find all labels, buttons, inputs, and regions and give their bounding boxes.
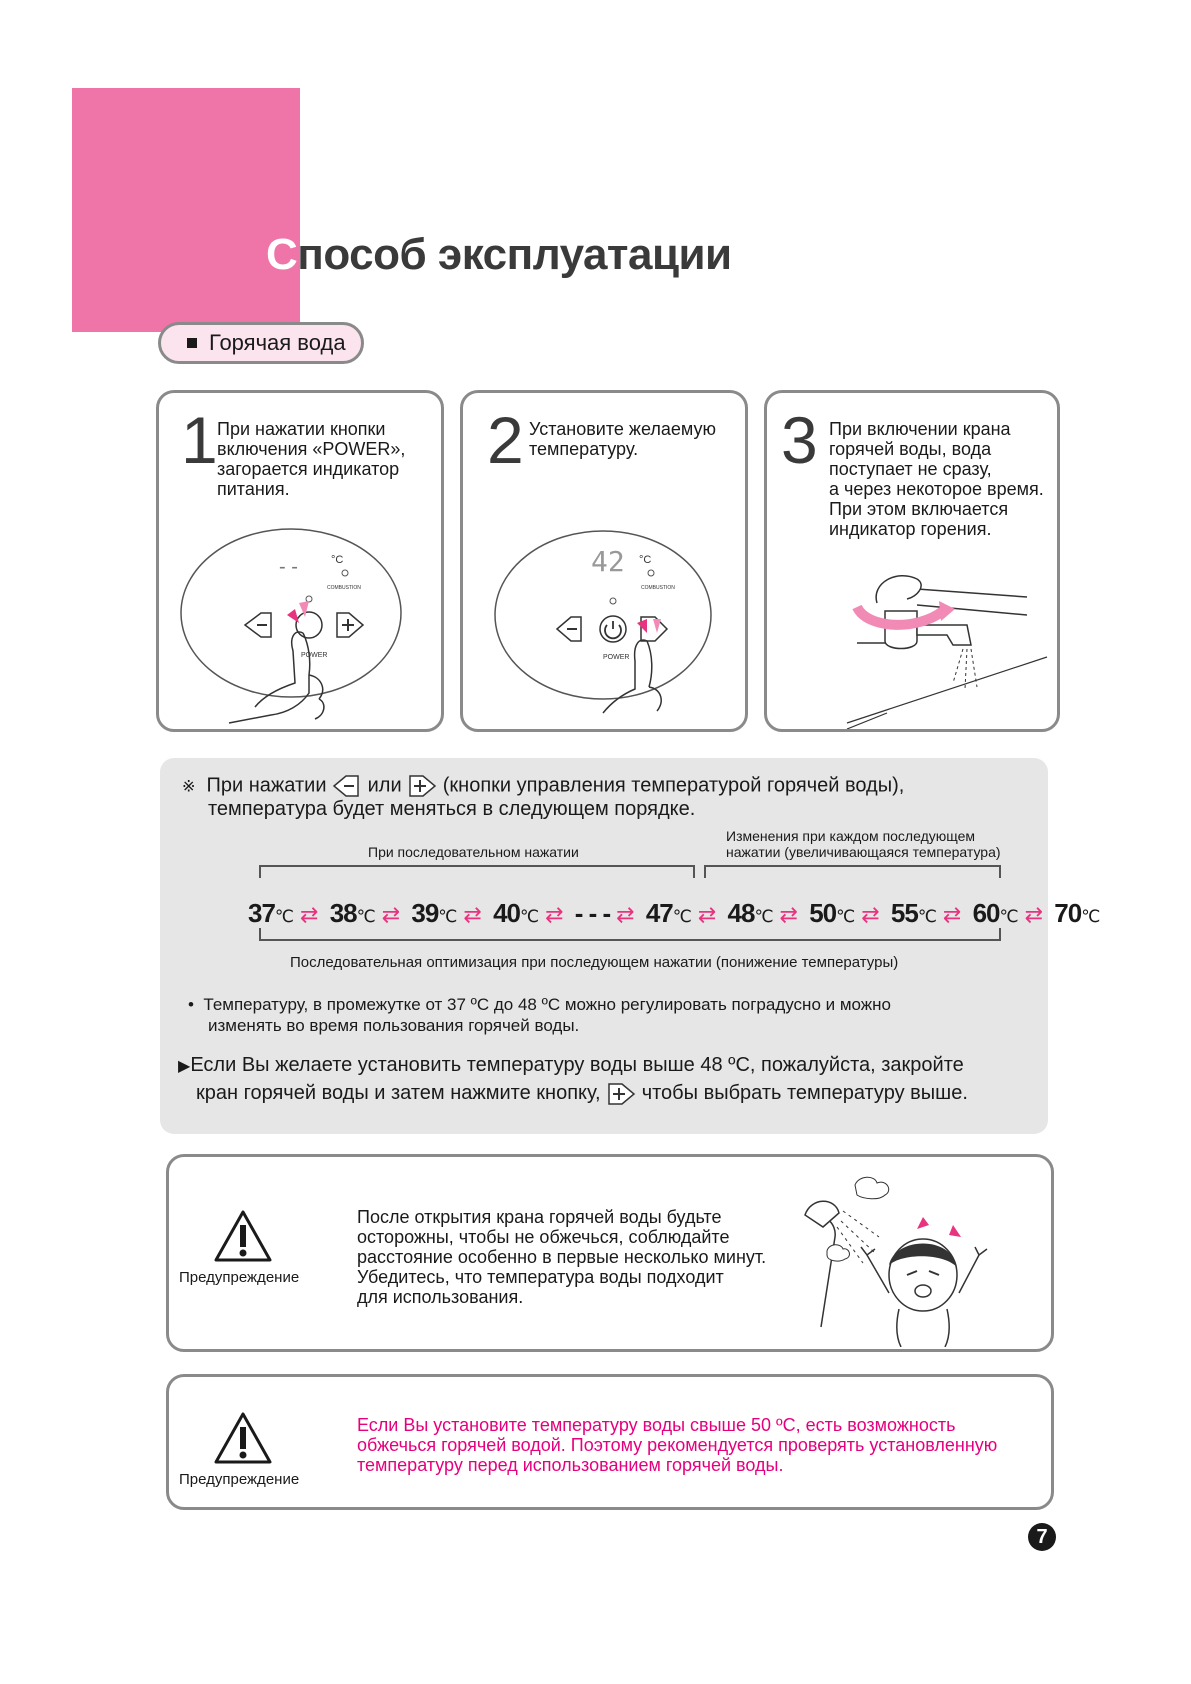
display-temp: 42 bbox=[591, 545, 625, 578]
step-text: При нажатии кнопки включения «POWER», загорается индикатор питания. bbox=[217, 419, 406, 499]
step-text: Установите желаемую температуру. bbox=[529, 419, 716, 459]
svg-text:°C: °C bbox=[331, 554, 344, 566]
warning-label: Предупреждение bbox=[179, 1471, 300, 1488]
label-increase-1: Изменения при каждом последующем bbox=[726, 828, 976, 844]
warning-text: Если Вы установите температуру воды свыше 50 ºC, есть возможность обжечься горячей водой. Поэтому рекомендуется проверять установленную температуру перед использованием горячей воды. bbox=[357, 1415, 998, 1475]
info-note: ▶Если Вы желаете установить температуру воды выше 48 ºC, пожалуйста, закройте кран горячей воды и затем нажмите кнопку, чтобы выбрать температуру выше. bbox=[178, 1054, 968, 1104]
warning-triangle-icon bbox=[213, 1209, 273, 1263]
swap-arrow-icon: ⇄ bbox=[463, 902, 481, 927]
control-panel-illustration bbox=[463, 393, 745, 729]
warning-triangle-icon bbox=[213, 1411, 273, 1465]
display-dash: - - bbox=[279, 556, 298, 578]
swap-arrow-icon: ⇄ bbox=[1024, 902, 1043, 927]
warning-label: Предупреждение bbox=[179, 1269, 300, 1286]
swap-arrow-icon: ⇄ bbox=[381, 902, 400, 927]
temperature-sequence: 37℃ ⇄ 38℃ ⇄ 39℃ ⇄ 40℃ ⇄ - - - ⇄ 47℃ ⇄ 48℃ ⇄ 50℃ ⇄ 55℃ ⇄ 60℃ ⇄ 70℃ bbox=[248, 898, 1101, 928]
info-line-1: ※ При нажатии или (кнопки управления температурой горячей воды), bbox=[182, 774, 905, 797]
label-decrease: Последовательная оптимизация при последующем нажатии (понижение температуры) bbox=[290, 954, 899, 971]
svg-text:POWER: POWER bbox=[301, 652, 328, 659]
step-number: 2 bbox=[487, 403, 524, 477]
svg-text:POWER: POWER bbox=[603, 654, 630, 661]
step-number: 3 bbox=[781, 403, 818, 477]
swap-arrow-icon: ⇄ bbox=[545, 902, 563, 927]
plus-button-icon bbox=[606, 1082, 636, 1106]
step-card-3 bbox=[764, 390, 1060, 732]
svg-text:COMBUSTION: COMBUSTION bbox=[641, 585, 675, 591]
step-text: При включении крана горячей воды, вода поступает не сразу, а через некоторое время. При этом включается индикатор горения. bbox=[829, 419, 1044, 539]
svg-text:COMBUSTION: COMBUSTION bbox=[327, 585, 361, 591]
section-pill bbox=[158, 322, 364, 364]
faucet-illustration bbox=[767, 393, 1057, 729]
control-panel-illustration bbox=[159, 393, 441, 729]
swap-arrow-icon: ⇄ bbox=[300, 902, 318, 927]
swap-arrow-icon: ⇄ bbox=[616, 902, 634, 927]
step-card-1 bbox=[156, 390, 444, 732]
shower-child-illustration bbox=[783, 1167, 1033, 1347]
page-title: Способ эксплуатации bbox=[266, 230, 732, 279]
info-bullet: • Температуру, в промежутке от 37 ºC до 48 ºC можно регулировать поградусно и можно изменять во время пользования горячей воды. bbox=[188, 995, 892, 1035]
step-card-2 bbox=[460, 390, 748, 732]
warning-box-2 bbox=[166, 1374, 1054, 1510]
warning-box-1 bbox=[166, 1154, 1054, 1352]
svg-text:°C: °C bbox=[639, 554, 652, 566]
section-pill-label: Горячая вода bbox=[209, 330, 346, 355]
info-line-2: температура будет меняться в следующем порядке. bbox=[208, 798, 696, 820]
swap-arrow-icon: ⇄ bbox=[697, 902, 716, 927]
step-number: 1 bbox=[181, 403, 218, 477]
swap-arrow-icon: ⇄ bbox=[861, 902, 879, 927]
page-number: 7 bbox=[1028, 1523, 1056, 1551]
info-panel bbox=[160, 758, 1101, 1134]
swap-arrow-icon: ⇄ bbox=[779, 902, 797, 927]
label-increase-2: нажатии (увеличивающаяся температура) bbox=[726, 844, 1001, 860]
warning-text: После открытия крана горячей воды будьте осторожны, чтобы не обжечься, соблюдайте расстояние особенно в первые несколько минут. Убедитесь, что температура воды подходит для использования. bbox=[357, 1207, 767, 1307]
square-bullet-icon bbox=[187, 338, 197, 348]
header-pink-block bbox=[72, 88, 300, 332]
label-sequential: При последовательном нажатии bbox=[368, 844, 579, 860]
swap-arrow-icon: ⇄ bbox=[942, 902, 961, 927]
